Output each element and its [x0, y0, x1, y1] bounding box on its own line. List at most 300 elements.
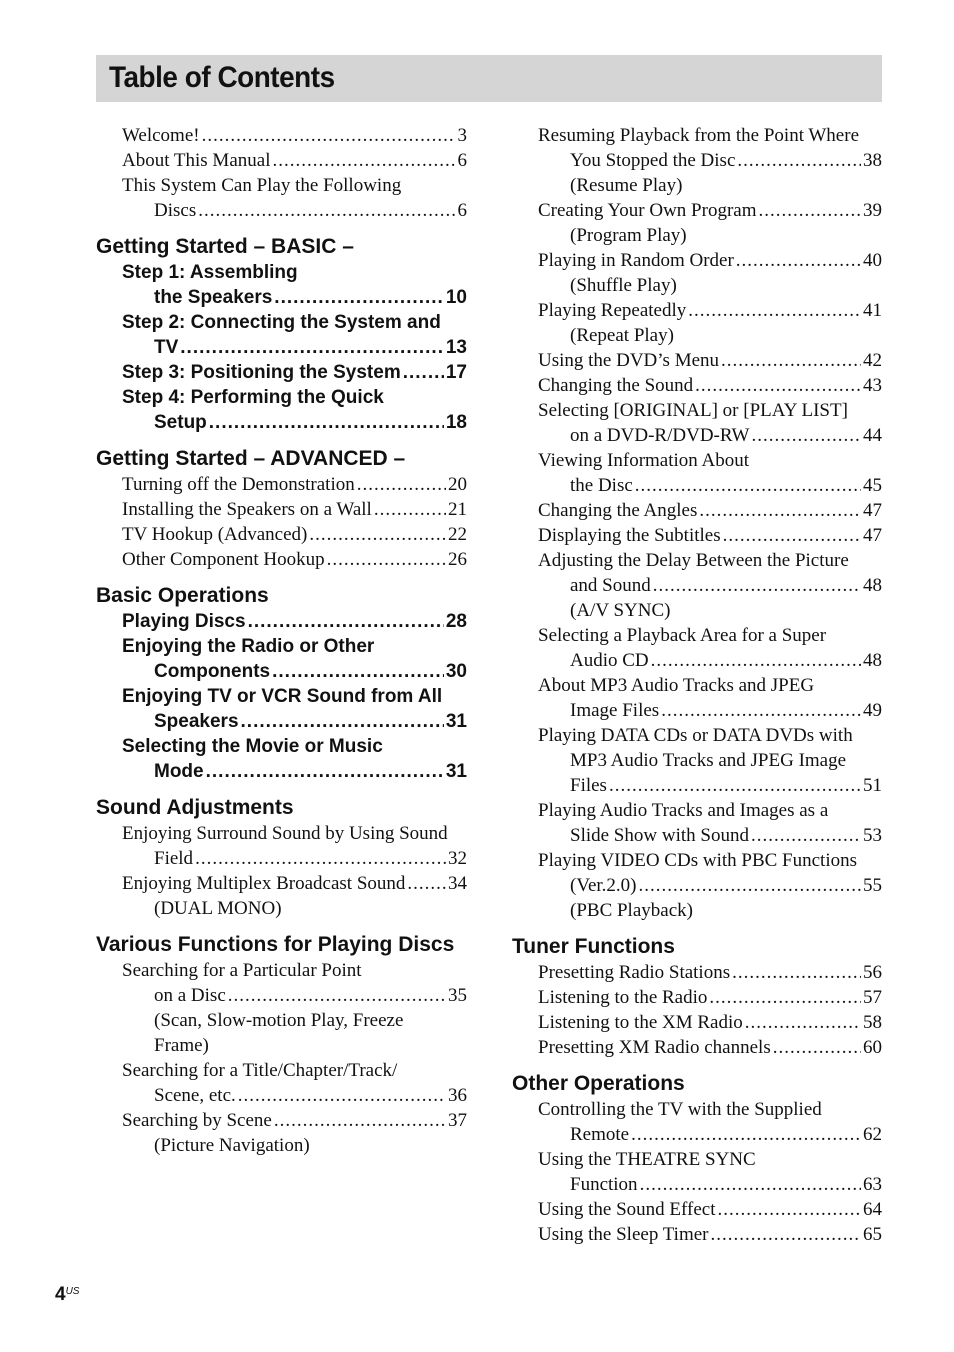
toc-entry-line: [122, 1083, 467, 1108]
toc-entry-line: [538, 448, 882, 473]
toc-entry-text: Welcome!: [122, 125, 200, 146]
toc-page-number: 26: [448, 549, 467, 570]
toc-entry-line: [122, 709, 467, 734]
dot-leader: [688, 298, 861, 323]
toc-entry[interactable]: [538, 1222, 882, 1247]
toc-page-number: 48: [863, 575, 882, 596]
toc-entry-line: [122, 958, 467, 983]
toc-entry-text: Searching for a Title/Chapter/Track/: [122, 1060, 398, 1081]
toc-entry-line: [122, 497, 467, 522]
toc-entry-line: [122, 148, 467, 173]
dot-leader: [745, 1010, 861, 1035]
toc-entry-line: [122, 310, 467, 335]
toc-entry-text: Audio CD: [570, 650, 649, 671]
toc-page-number: 42: [863, 350, 882, 371]
toc-section: [96, 794, 467, 921]
toc-entry[interactable]: [538, 398, 882, 448]
toc-page-number: 65: [863, 1224, 882, 1245]
toc-entry-line: [538, 698, 882, 723]
toc-entry-text: Speakers: [154, 711, 239, 732]
toc-entry-line: [538, 623, 882, 648]
toc-page-number: 30: [445, 661, 467, 682]
toc-entry[interactable]: [122, 497, 467, 522]
toc-entry-text: About MP3 Audio Tracks and JPEG: [538, 675, 815, 696]
toc-entry-line: [538, 123, 882, 148]
toc-entry-line: [122, 198, 467, 223]
toc-entry[interactable]: [538, 1097, 882, 1147]
toc-page-number: 45: [863, 475, 882, 496]
toc-entry-text: You Stopped the Disc: [570, 150, 736, 171]
dot-leader: [640, 1172, 861, 1197]
toc-entry-text: This System Can Play the Following: [122, 175, 402, 196]
toc-entry[interactable]: [538, 985, 882, 1010]
toc-entry-note-text: (DUAL MONO): [154, 898, 282, 919]
toc-entry-note-text: (Resume Play): [570, 175, 683, 196]
toc-section: [512, 933, 882, 1060]
toc-entry[interactable]: [538, 373, 882, 398]
toc-entry-text: Enjoying the Radio or Other: [122, 636, 375, 657]
dot-leader: [723, 523, 861, 548]
toc-entry-text: Step 1: Assembling: [122, 262, 298, 283]
toc-entry-text: Playing Repeatedly: [538, 300, 687, 321]
toc-entry-text: Searching for a Particular Point: [122, 960, 362, 981]
toc-entry[interactable]: [538, 548, 882, 623]
toc-page-number: 28: [445, 611, 467, 632]
toc-page-number: 22: [448, 524, 467, 545]
dot-leader: [732, 960, 861, 985]
dot-leader: [228, 983, 446, 1008]
dot-leader: [202, 123, 456, 148]
dot-leader: [241, 709, 444, 734]
toc-entry-line: [122, 472, 467, 497]
toc-entry-line: [122, 173, 467, 198]
toc-entry-line: [538, 648, 882, 673]
toc-entry[interactable]: [538, 123, 882, 198]
toc-page-number: 6: [457, 200, 467, 221]
toc-entry-line: [122, 285, 467, 310]
toc-page-number: 10: [445, 287, 467, 308]
toc-entry-text: Playing Audio Tracks and Images as a: [538, 800, 829, 821]
toc-entry[interactable]: [538, 798, 882, 848]
dot-leader: [699, 498, 861, 523]
toc-page-number: 43: [863, 375, 882, 396]
toc-entry-line: [538, 1097, 882, 1122]
toc-entry-text: Discs: [154, 200, 197, 221]
toc-entry[interactable]: [122, 821, 467, 871]
toc-entry[interactable]: [122, 734, 467, 784]
toc-page-number: 3: [457, 125, 467, 146]
toc-entry-line: [538, 1147, 882, 1172]
toc-entry[interactable]: [122, 609, 467, 634]
toc-page-number: 60: [863, 1037, 882, 1058]
toc-entry-line: [538, 523, 882, 548]
toc-entry-text: Enjoying TV or VCR Sound from All: [122, 686, 443, 707]
toc-entry[interactable]: [538, 723, 882, 798]
toc-entry-text: Remote: [570, 1124, 630, 1145]
toc-page-number: 38: [863, 150, 882, 171]
toc-entry-text: Selecting a Playback Area for a Super: [538, 625, 827, 646]
toc-entry-note: [538, 173, 882, 198]
toc-entry-text: Field: [154, 848, 194, 869]
toc-entry-line: [538, 473, 882, 498]
toc-page-number: 55: [863, 875, 882, 896]
toc-section: [512, 1070, 882, 1247]
toc-entry[interactable]: [122, 1058, 467, 1108]
dot-leader: [718, 1197, 862, 1222]
dot-leader: [198, 198, 455, 223]
toc-entry[interactable]: [538, 1010, 882, 1035]
dot-leader: [631, 1122, 861, 1147]
section-heading: Tuner Functions: [512, 935, 675, 958]
toc-page-number: 51: [863, 775, 882, 796]
toc-entry-text: Creating Your Own Program: [538, 200, 757, 221]
toc-entry-text: and Sound: [570, 575, 651, 596]
toc-page-number: 13: [445, 337, 467, 358]
toc-page-number: 44: [863, 425, 882, 446]
toc-entry-note-text: (Repeat Play): [570, 325, 674, 346]
toc-entry-line: [538, 498, 882, 523]
toc-entry-line: [538, 198, 882, 223]
dot-leader: [635, 473, 861, 498]
dot-leader: [695, 373, 861, 398]
toc-page-number: 63: [863, 1174, 882, 1195]
toc-section: [96, 582, 467, 784]
section-heading: Basic Operations: [96, 584, 269, 607]
toc-entry[interactable]: [122, 522, 467, 547]
toc-entry[interactable]: [538, 1197, 882, 1222]
toc-entry-text: Adjusting the Delay Between the Picture: [538, 550, 849, 571]
toc-entry-note-text: (Program Play): [570, 225, 687, 246]
dot-leader: [407, 871, 446, 896]
toc-entry[interactable]: [122, 472, 467, 497]
toc-page-number: 31: [445, 761, 467, 782]
toc-entry-text: Controlling the TV with the Supplied: [538, 1099, 822, 1120]
toc-entry-note-text: (Picture Navigation): [154, 1135, 310, 1156]
toc-entry-note-text: (Shuffle Play): [570, 275, 677, 296]
toc-entry[interactable]: [122, 260, 467, 310]
toc-entry-line: [538, 573, 882, 598]
dot-leader: [272, 148, 455, 173]
toc-entry[interactable]: [122, 684, 467, 734]
toc-section: [512, 123, 882, 923]
page-number: [55, 1284, 79, 1306]
toc-entry-text: Playing Discs: [122, 611, 246, 632]
toc-page-number: 36: [448, 1085, 467, 1106]
toc-entry-line: [122, 335, 467, 360]
toc-entry-line: [538, 773, 882, 798]
toc-entry-text: Function: [570, 1174, 638, 1195]
toc-entry-text: the Speakers: [154, 287, 273, 308]
toc-page-number: 39: [863, 200, 882, 221]
dot-leader: [327, 547, 446, 572]
section-heading: Other Operations: [512, 1072, 685, 1095]
toc-entry-line: [538, 823, 882, 848]
toc-page-number: 64: [863, 1199, 882, 1220]
dot-leader: [357, 472, 446, 497]
toc-entry-line: [538, 1035, 882, 1060]
toc-page-number: 48: [863, 650, 882, 671]
toc-entry-text: Selecting the Movie or Music: [122, 736, 383, 757]
dot-leader: [638, 873, 861, 898]
toc-entry-text: Slide Show with Sound: [570, 825, 749, 846]
section-heading: Various Functions for Playing Discs: [96, 933, 455, 956]
toc-entry-line: [122, 634, 467, 659]
toc-entry[interactable]: [538, 623, 882, 673]
toc-entry-line: [122, 547, 467, 572]
toc-entry-text: Setup: [154, 412, 207, 433]
toc-page-number: 17: [445, 362, 467, 383]
toc-entry[interactable]: [122, 634, 467, 684]
toc-page-number: 31: [445, 711, 467, 732]
toc-entry-text: Playing in Random Order: [538, 250, 734, 271]
toc-section: [96, 445, 467, 572]
toc-entry-text: Step 2: Connecting the System and: [122, 312, 441, 333]
toc-entry-line: [122, 734, 467, 759]
toc-entry-text: (Ver.2.0): [570, 875, 637, 896]
toc-entry-text: Resuming Playback from the Point Where: [538, 125, 860, 146]
toc-entry-line: [538, 398, 882, 423]
toc-entry-line: [122, 609, 467, 634]
toc-entry[interactable]: [122, 385, 467, 435]
toc-page-number: 57: [863, 987, 882, 1008]
dot-leader: [710, 1222, 861, 1247]
toc-entry-text: MP3 Audio Tracks and JPEG Image: [570, 750, 847, 771]
toc-entry-line: [122, 123, 467, 148]
toc-entry-line: [538, 1172, 882, 1197]
toc-entry-line: [122, 410, 467, 435]
dot-leader: [274, 1108, 446, 1133]
toc-entry[interactable]: [538, 448, 882, 498]
toc-section: [96, 123, 467, 223]
toc-entry[interactable]: [122, 958, 467, 1058]
toc-entry-line: [538, 873, 882, 898]
toc-entry-line: [538, 248, 882, 273]
toc-entry-line: [122, 385, 467, 410]
toc-entry-line: [122, 821, 467, 846]
toc-page-number: 6: [457, 150, 467, 171]
dot-leader: [195, 846, 446, 871]
toc-entry-line: [538, 748, 882, 773]
toc-entry-line: [122, 1108, 467, 1133]
toc-entry-text: Changing the Sound: [538, 375, 694, 396]
toc-entry-line: [538, 1197, 882, 1222]
toc-entry-line: [122, 846, 467, 871]
toc-entry[interactable]: [538, 1035, 882, 1060]
toc-entry[interactable]: [122, 360, 467, 385]
toc-entry-text: Files: [570, 775, 607, 796]
dot-leader: [709, 985, 861, 1010]
dot-leader: [609, 773, 861, 798]
toc-entry-text: Turning off the Demonstration: [122, 474, 355, 495]
toc-entry-line: [122, 260, 467, 285]
toc-entry[interactable]: [122, 148, 467, 173]
toc-entry-line: [538, 723, 882, 748]
toc-entry-text: Enjoying Surround Sound by Using Sound: [122, 823, 448, 844]
dot-leader: [759, 198, 862, 223]
toc-page-number: 56: [863, 962, 882, 983]
dot-leader: [248, 609, 444, 634]
toc-column-left: [96, 123, 467, 1168]
page-region-mark: US: [65, 1286, 80, 1297]
toc-page-number: 21: [448, 499, 467, 520]
dot-leader: [180, 335, 444, 360]
toc-entry-line: [122, 1058, 467, 1083]
toc-entry-note: [538, 273, 882, 298]
toc-entry-text: Changing the Angles: [538, 500, 698, 521]
toc-entry-line: [122, 759, 467, 784]
toc-entry[interactable]: [538, 248, 882, 298]
toc-entry-note: [538, 223, 882, 248]
toc-entry[interactable]: [538, 523, 882, 548]
toc-entry-note-text: (Scan, Slow-motion Play, Freeze: [154, 1010, 404, 1031]
toc-entry-line: [538, 798, 882, 823]
section-heading: Sound Adjustments: [96, 796, 294, 819]
toc-entry-text: on a Disc: [154, 985, 226, 1006]
toc-entry[interactable]: [538, 960, 882, 985]
toc-entry-text: TV Hookup (Advanced): [122, 524, 308, 545]
dot-leader: [721, 348, 861, 373]
toc-entry-text: Playing DATA CDs or DATA DVDs with: [538, 725, 853, 746]
dot-leader: [374, 497, 446, 522]
toc-page-number: 37: [448, 1110, 467, 1131]
toc-entry-line: [538, 960, 882, 985]
page-number-value: 4: [55, 1284, 66, 1305]
dot-leader: [736, 248, 861, 273]
toc-entry-line: [538, 1010, 882, 1035]
toc-entry-text: Using the Sleep Timer: [538, 1224, 709, 1245]
toc-entry[interactable]: [122, 1108, 467, 1158]
toc-entry-line: [538, 548, 882, 573]
toc-entry-note: [122, 1033, 467, 1058]
toc-entry-text: Selecting [ORIGINAL] or [PLAY LIST]: [538, 400, 848, 421]
dot-leader: [751, 823, 861, 848]
toc-entry-text: Presetting XM Radio channels: [538, 1037, 771, 1058]
toc-entry-text: Components: [154, 661, 271, 682]
toc-entry[interactable]: [122, 871, 467, 921]
toc-entry-line: [538, 985, 882, 1010]
toc-entry[interactable]: [538, 348, 882, 373]
toc-page-number: 47: [863, 500, 882, 521]
toc-entry[interactable]: [122, 123, 467, 148]
toc-entry-text: Viewing Information About: [538, 450, 749, 471]
toc-entry-text: Mode: [154, 761, 204, 782]
toc-section: [96, 931, 467, 1158]
toc-entry-text: the Disc: [570, 475, 633, 496]
toc-entry-line: [538, 848, 882, 873]
toc-page-number: 32: [448, 848, 467, 869]
toc-entry[interactable]: [538, 848, 882, 923]
toc-entry-line: [538, 373, 882, 398]
dot-leader: [773, 1035, 861, 1060]
toc-entry-text: Enjoying Multiplex Broadcast Sound: [122, 873, 406, 894]
toc-entry-note-text: (PBC Playback): [570, 900, 693, 921]
toc-entry-line: [538, 1122, 882, 1147]
toc-entry-line: [538, 298, 882, 323]
toc-entry-text: Using the Sound Effect: [538, 1199, 716, 1220]
dot-leader: [403, 360, 444, 385]
dot-leader: [238, 1083, 446, 1108]
dot-leader: [274, 285, 444, 310]
toc-page-number: 62: [863, 1124, 882, 1145]
dot-leader: [272, 659, 444, 684]
dot-leader: [309, 522, 446, 547]
toc-entry[interactable]: [538, 498, 882, 523]
toc-entry[interactable]: [538, 298, 882, 348]
toc-page-number: 34: [448, 873, 467, 894]
toc-entry[interactable]: [122, 173, 467, 223]
toc-page-number: 18: [445, 412, 467, 433]
dot-leader: [209, 410, 444, 435]
toc-entry-text: Using the THEATRE SYNC: [538, 1149, 756, 1170]
toc-page-number: 35: [448, 985, 467, 1006]
section-heading: Getting Started – ADVANCED –: [96, 447, 406, 470]
dot-leader: [737, 148, 861, 173]
toc-entry-text: Step 3: Positioning the System: [122, 362, 401, 383]
toc-entry[interactable]: [122, 547, 467, 572]
dot-leader: [653, 573, 861, 598]
toc-entry-note: [538, 898, 882, 923]
dot-leader: [206, 759, 444, 784]
toc-entry-text: Other Component Hookup: [122, 549, 325, 570]
toc-entry-text: Using the DVD’s Menu: [538, 350, 720, 371]
toc-entry-note: [122, 1133, 467, 1158]
dot-leader: [651, 648, 861, 673]
toc-entry-line: [122, 522, 467, 547]
toc-page-number: 49: [863, 700, 882, 721]
toc-entry-line: [122, 983, 467, 1008]
toc-entry-note: [122, 1008, 467, 1033]
toc-entry-text: TV: [154, 337, 179, 358]
toc-entry-note-text: Frame): [154, 1035, 209, 1056]
toc-page-number: 41: [863, 300, 882, 321]
toc-entry-text: Displaying the Subtitles: [538, 525, 721, 546]
toc-entry-note: [538, 598, 882, 623]
toc-entry-line: [122, 659, 467, 684]
dot-leader: [661, 698, 861, 723]
toc-entry-text: Playing VIDEO CDs with PBC Functions: [538, 850, 857, 871]
toc-entry[interactable]: [538, 1147, 882, 1197]
toc-entry-text: Scene, etc.: [154, 1085, 236, 1106]
toc-entry-line: [538, 423, 882, 448]
toc-page-number: 58: [863, 1012, 882, 1033]
toc-entry-text: Step 4: Performing the Quick: [122, 387, 384, 408]
toc-page-number: 53: [863, 825, 882, 846]
toc-entry-text: Presetting Radio Stations: [538, 962, 731, 983]
toc-entry-text: About This Manual: [122, 150, 271, 171]
toc-section: [96, 233, 467, 435]
toc-entry-line: [538, 673, 882, 698]
toc-entry-text: Listening to the Radio: [538, 987, 708, 1008]
toc-entry-note: [122, 896, 467, 921]
toc-entry-text: on a DVD-R/DVD-RW: [570, 425, 750, 446]
toc-column-right: [512, 123, 882, 1257]
toc-page-number: 47: [863, 525, 882, 546]
toc-entry-text: Searching by Scene: [122, 1110, 272, 1131]
toc-entry[interactable]: [538, 673, 882, 723]
section-heading: Getting Started – BASIC –: [96, 235, 354, 258]
toc-page-number: 20: [448, 474, 467, 495]
toc-entry-text: Image Files: [570, 700, 660, 721]
dot-leader: [751, 423, 861, 448]
toc-entry-text: Installing the Speakers on a Wall: [122, 499, 372, 520]
toc-entry-line: [538, 348, 882, 373]
page-title: Table of Contents: [109, 61, 335, 94]
toc-entry-line: [122, 871, 467, 896]
toc-entry[interactable]: [122, 310, 467, 360]
toc-entry-note-text: (A/V SYNC): [570, 600, 671, 621]
toc-entry[interactable]: [538, 198, 882, 248]
title-bar: [96, 55, 882, 102]
